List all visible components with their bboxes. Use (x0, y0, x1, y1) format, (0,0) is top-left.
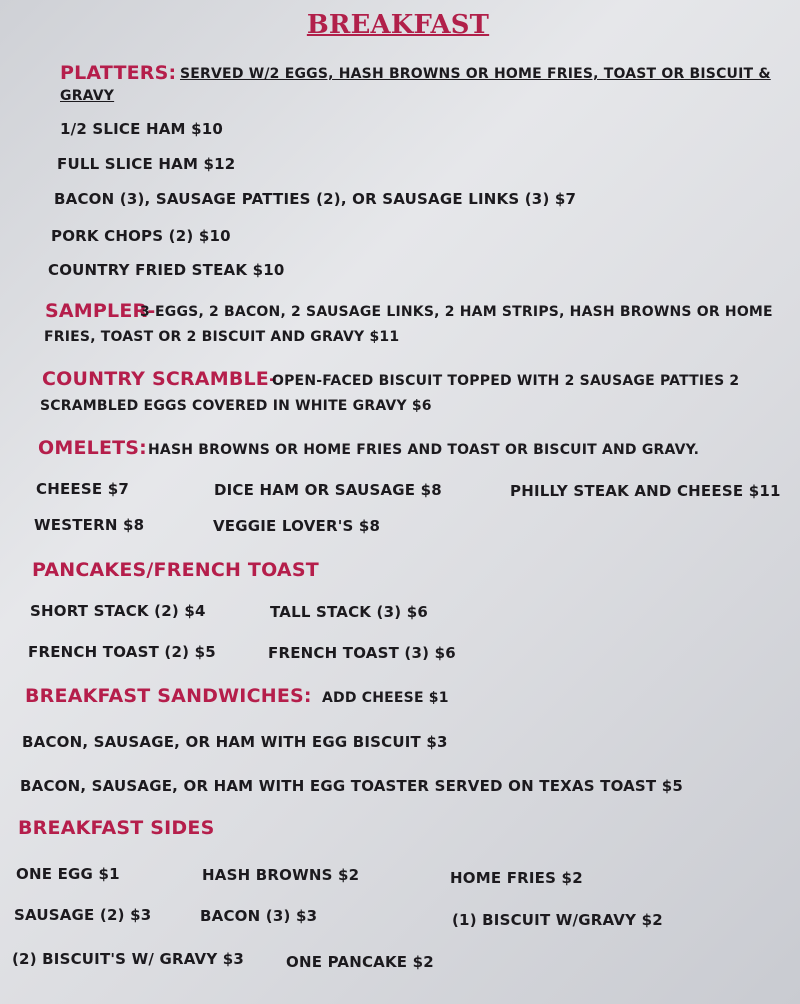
omelet-item: DICE HAM OR SAUSAGE $8 (214, 481, 442, 499)
side-item: (1) BISCUIT W/GRAVY $2 (452, 911, 663, 929)
sandwiches-heading: BREAKFAST SANDWICHES: (25, 685, 312, 707)
side-item: ONE EGG $1 (16, 865, 120, 883)
omelets-heading: OMELETS: (38, 437, 147, 459)
platter-item: PORK CHOPS (2) $10 (51, 227, 231, 245)
sandwiches-note: ADD CHEESE $1 (322, 690, 449, 706)
omelet-item: CHEESE $7 (36, 480, 130, 498)
menu-title: BREAKFAST (306, 10, 490, 40)
side-item: SAUSAGE (2) $3 (14, 906, 152, 924)
sides-heading: BREAKFAST SIDES (18, 817, 215, 839)
platter-item: FULL SLICE HAM $12 (57, 155, 236, 173)
platters-description-line1: SERVED W/2 EGGS, HASH BROWNS OR HOME FRIES, TOAST OR BISCUIT & (180, 66, 771, 82)
sandwich-item: BACON, SAUSAGE, OR HAM WITH EGG BISCUIT $3 (22, 733, 448, 751)
omelets-description: HASH BROWNS OR HOME FRIES AND TOAST OR BISCUIT AND GRAVY. (148, 442, 700, 458)
platter-item: BACON (3), SAUSAGE PATTIES (2), OR SAUSAGE LINKS (3) $7 (54, 190, 577, 208)
sampler-heading: SAMPLER- (45, 300, 156, 322)
pancakes-heading: PANCAKES/FRENCH TOAST (32, 559, 319, 581)
sampler-line1: 3 EGGS, 2 BACON, 2 SAUSAGE LINKS, 2 HAM STRIPS, HASH BROWNS OR HOME (140, 304, 773, 320)
country-scramble-heading: COUNTRY SCRAMBLE- (42, 368, 278, 390)
omelet-item: PHILLY STEAK AND CHEESE $11 (510, 482, 781, 500)
platters-heading: PLATTERS: (60, 62, 177, 84)
pancake-item: FRENCH TOAST (3) $6 (268, 644, 456, 662)
pancake-item: FRENCH TOAST (2) $5 (28, 643, 216, 661)
omelet-item: VEGGIE LOVER'S $8 (213, 517, 381, 535)
platter-item: 1/2 SLICE HAM $10 (60, 120, 224, 138)
sandwich-item: BACON, SAUSAGE, OR HAM WITH EGG TOASTER SERVED ON TEXAS TOAST $5 (20, 777, 684, 795)
side-item: HOME FRIES $2 (450, 869, 583, 887)
pancake-item: TALL STACK (3) $6 (270, 603, 428, 621)
country-scramble-line2: SCRAMBLED EGGS COVERED IN WHITE GRAVY $6 (40, 398, 432, 414)
side-item: (2) BISCUIT'S W/ GRAVY $3 (12, 950, 245, 968)
side-item: HASH BROWNS $2 (202, 866, 360, 884)
side-item: BACON (3) $3 (200, 907, 318, 925)
sampler-line2: FRIES, TOAST OR 2 BISCUIT AND GRAVY $11 (44, 329, 400, 345)
omelet-item: WESTERN $8 (34, 516, 145, 534)
platters-description-line2: GRAVY (60, 88, 115, 104)
country-scramble-line1: OPEN-FACED BISCUIT TOPPED WITH 2 SAUSAGE PATTIES 2 (272, 373, 740, 389)
side-item: ONE PANCAKE $2 (286, 953, 434, 971)
platter-item: COUNTRY FRIED STEAK $10 (48, 261, 285, 279)
pancake-item: SHORT STACK (2) $4 (30, 602, 206, 620)
